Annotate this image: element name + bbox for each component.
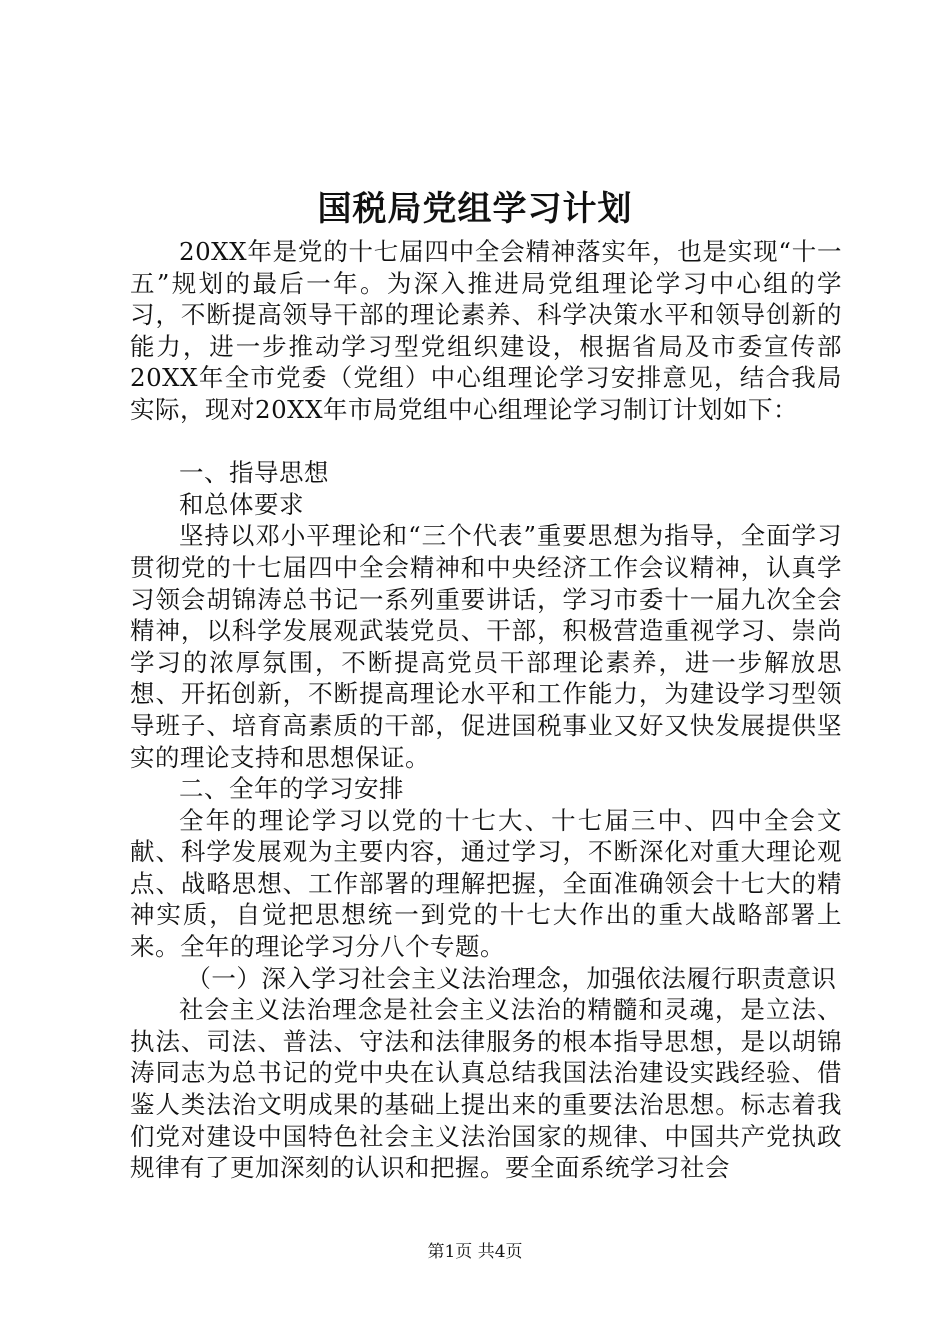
document-title: 国税局党组学习计划 — [317, 189, 633, 229]
document-body — [130, 236, 842, 1184]
heading-general-requirements: 和总体要求 — [179, 489, 304, 519]
paragraph-annual-arrangement: 全年的理论学习以党的十七大、十七届三中、四中全会文献、科学发展观为主要内容，通过学习，不断深化对重大理论观点、战略思想、工作部署的理解把握，全面准确领会十七大的精神实质，自觉把思想统一到党的十七大作出的重大战略部署上来。全年的理论学习分八个专题。 — [130, 805, 842, 962]
heading-topic-one: （一）深入学习社会主义法治理念，加强依法履行职责意识 — [186, 963, 837, 993]
heading-annual-arrangement: 二、全年的学习安排 — [179, 774, 404, 804]
paragraph-gap — [130, 426, 842, 458]
paragraph-guiding-thought: 坚持以邓小平理论和“三个代表”重要思想为指导，全面学习贯彻党的十七届四中全会精神和中央经济工作会议精神，认真学习领会胡锦涛总书记一系列重要讲话，学习市委十一届九次全会精神，以科学发展观武装党员、干部，积极营造重视学习、崇尚学习的浓厚氛围，不断提高党员干部理论素养，进一步解放思想、开拓创新，不断提高理论水平和工作能力，为建设学习型领导班子、培育高素质的干部，促进国税事业又好又快发展提供坚实的理论支持和思想保证。 — [130, 521, 842, 772]
paragraph-intro: 20XX年是党的十七届四中全会精神落实年，也是实现“十一五”规划的最后一年。为深入推进局党组理论学习中心组的学习，不断提高领导干部的理论素养、科学决策水平和领导创新的能力，进一步推动学习型党组织建设，根据省局及市委宣传部20XX年全市党委（党组）中心组理论学习安排意见，结合我局实际，现对20XX年市局党组中心组理论学习制订计划如下： — [130, 237, 842, 424]
heading-guiding-thought: 一、指导思想 — [179, 458, 329, 488]
paragraph-topic-one: 社会主义法治理念是社会主义法治的精髓和灵魂，是立法、执法、司法、普法、守法和法律服务的根本指导思想，是以胡锦涛同志为总书记的党中央在认真总结我国法治建设实践经验、借鉴人类法治文明成果的基础上提出来的重要法治思想。标志着我们党对建设中国特色社会主义法治国家的规律、中国共产党执政规律有了更加深刻的认识和把握。要全面系统学习社会 — [130, 995, 842, 1183]
page-footer: 第1页 共4页 — [427, 1242, 523, 1262]
